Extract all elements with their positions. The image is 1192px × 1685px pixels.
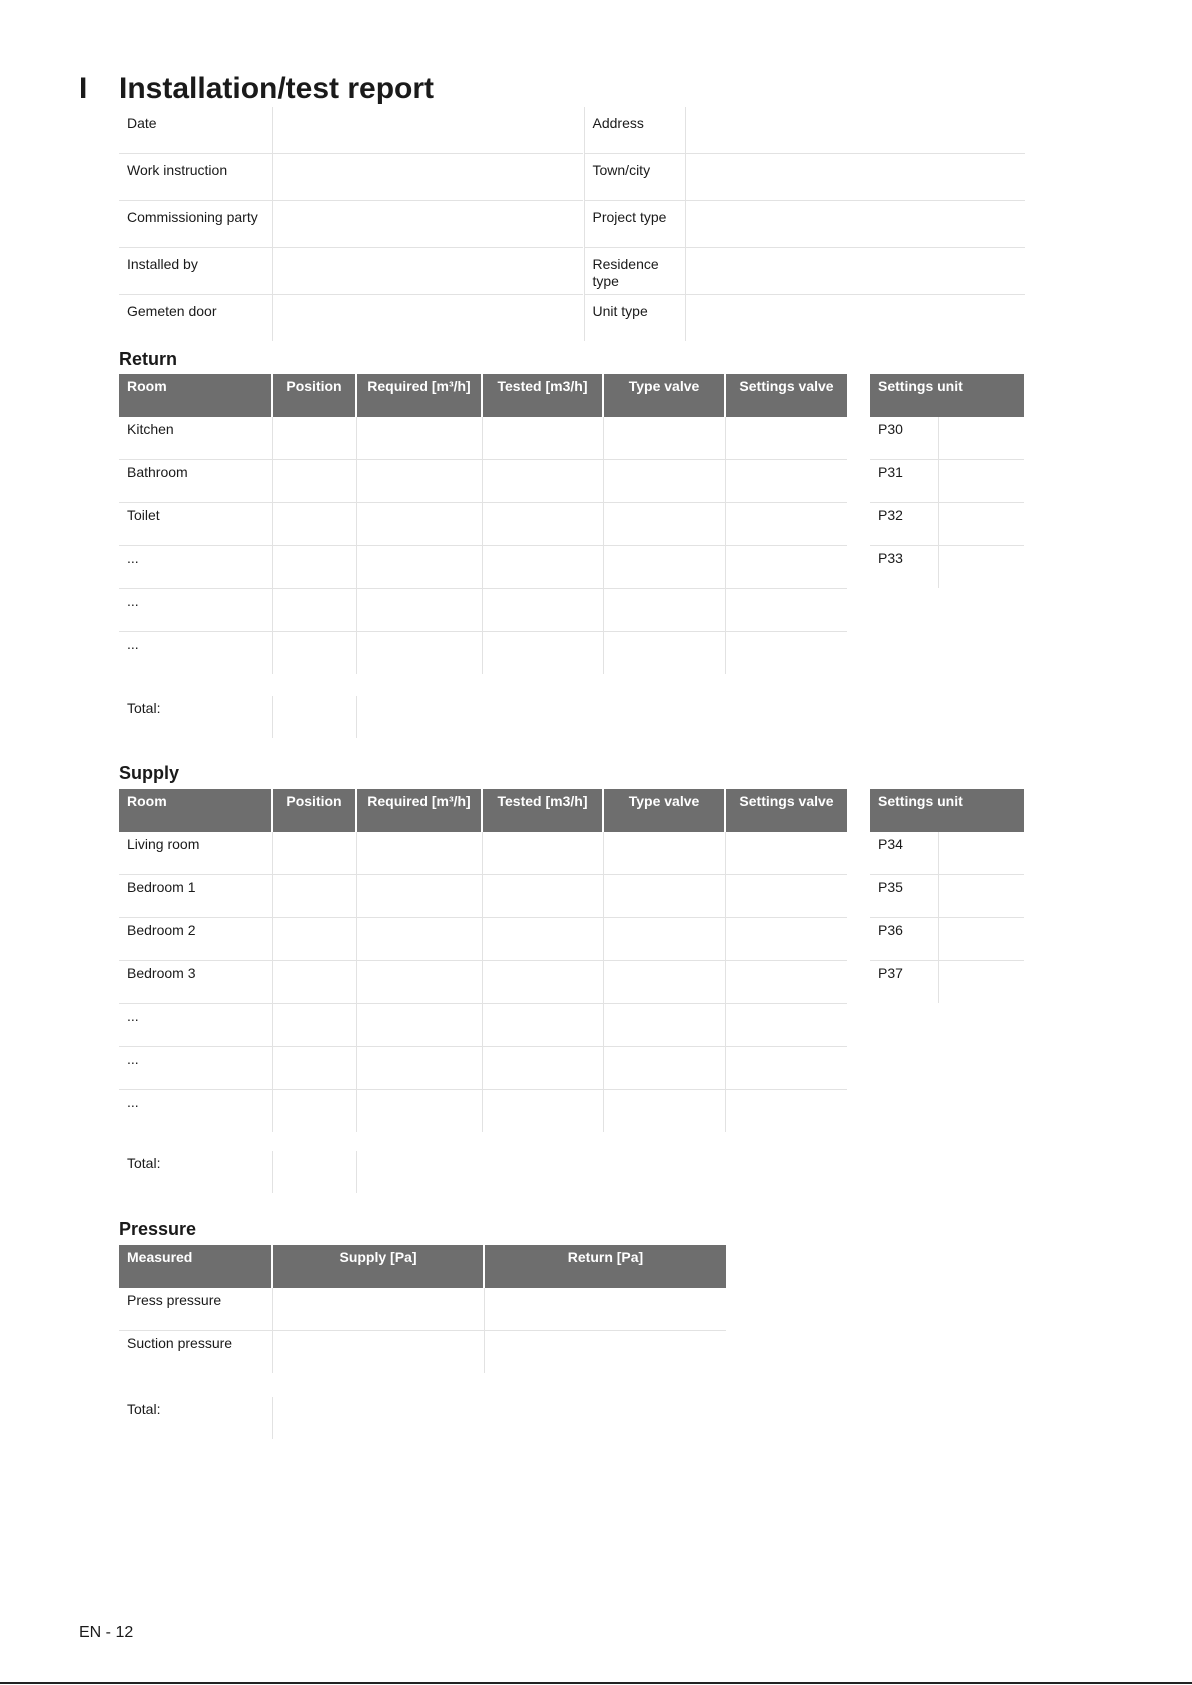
total-label: Total: [127, 1155, 161, 1171]
total-required-cell[interactable] [356, 696, 482, 738]
pressure-header-row [119, 1245, 726, 1288]
return-table [119, 374, 847, 674]
position-cell[interactable] [272, 546, 356, 589]
total-row [119, 696, 482, 738]
table-row [870, 875, 1024, 918]
required-cell[interactable] [356, 832, 482, 875]
settings-valve-cell[interactable] [725, 417, 847, 460]
total-position-cell[interactable] [272, 1151, 356, 1193]
table-row [119, 632, 847, 675]
type-valve-cell[interactable] [603, 632, 725, 675]
info-label-date: Date [119, 107, 272, 154]
parameter-value-cell[interactable] [938, 460, 1024, 503]
position-cell[interactable] [272, 961, 356, 1004]
tested-cell[interactable] [482, 460, 603, 503]
type-valve-cell[interactable] [603, 460, 725, 503]
return-section-title: Return [119, 349, 177, 369]
total-row [119, 1397, 484, 1439]
info-row [119, 295, 1025, 342]
room-name: Living room [119, 832, 272, 875]
position-cell[interactable] [272, 1090, 356, 1133]
parameter-label: P36 [870, 918, 938, 961]
return-header-row [119, 374, 847, 417]
info-row [119, 107, 1025, 154]
table-row [119, 961, 847, 1004]
parameter-value-cell[interactable] [938, 832, 1024, 875]
table-row [119, 1047, 847, 1090]
table-row [870, 503, 1024, 546]
required-cell[interactable] [356, 875, 482, 918]
supply-pressure-cell[interactable] [272, 1288, 484, 1331]
settings-valve-cell[interactable] [725, 1047, 847, 1090]
room-name: Bedroom 3 [119, 961, 272, 1004]
info-label-installed-by: Installed by [119, 248, 272, 295]
parameter-label: P37 [878, 965, 903, 981]
table-row [119, 417, 847, 460]
table-row [119, 1090, 847, 1133]
settings-valve-cell[interactable] [725, 503, 847, 546]
supply-settings-table [870, 789, 1024, 1003]
table-row [870, 546, 1024, 589]
position-cell[interactable] [272, 417, 356, 460]
info-label-work-instruction: Work instruction [119, 154, 272, 201]
total-required-cell[interactable] [356, 1151, 482, 1193]
town-city-field[interactable] [685, 154, 1025, 201]
table-row [119, 918, 847, 961]
info-label-gemeten-door: Gemeten door [127, 303, 217, 319]
settings-valve-cell[interactable] [725, 1004, 847, 1047]
type-valve-cell[interactable] [603, 1004, 725, 1047]
table-row [870, 832, 1024, 875]
table-row [119, 1004, 847, 1047]
bottom-rule [0, 1682, 1192, 1684]
table-row [119, 1288, 726, 1331]
type-valve-cell[interactable] [603, 918, 725, 961]
room-name: Bedroom 2 [119, 918, 272, 961]
info-label-project-type: Project type [584, 201, 685, 248]
supply-pressure-cell[interactable] [272, 1331, 484, 1374]
supply-total-table [119, 1151, 482, 1193]
info-table [119, 107, 1025, 341]
type-valve-cell[interactable] [603, 546, 725, 589]
column-header-measured: Measured [119, 1245, 272, 1288]
type-valve-cell[interactable] [603, 589, 725, 632]
pressure-section-title: Pressure [119, 1219, 197, 1239]
gemeten-door-field[interactable] [272, 295, 583, 342]
table-row [870, 460, 1024, 503]
room-name: Bedroom 1 [119, 875, 272, 918]
measured-label: Suction pressure [127, 1335, 233, 1351]
room-name: Toilet [119, 503, 272, 546]
info-label-residence-type: Residence type [584, 248, 685, 295]
pressure-table [119, 1245, 726, 1373]
parameter-value-cell[interactable] [938, 875, 1024, 918]
settings-unit-header: Settings unit [870, 374, 1024, 417]
settings-valve-cell[interactable] [725, 1090, 847, 1133]
table-row [119, 589, 847, 632]
required-cell[interactable] [356, 961, 482, 1004]
room-name: ... [127, 1094, 139, 1110]
table-row [870, 417, 1024, 460]
column-header-tested: Tested [m3/h] [482, 374, 603, 417]
tested-cell[interactable] [482, 503, 603, 546]
info-row [119, 248, 1025, 295]
installed-by-field[interactable] [272, 248, 583, 295]
unit-type-field[interactable] [685, 295, 1025, 342]
table-row [870, 918, 1024, 961]
column-header-required: Required [m³/h] [356, 374, 482, 417]
position-cell[interactable] [272, 460, 356, 503]
parameter-label: P35 [870, 875, 938, 918]
return-settings-table [870, 374, 1024, 588]
info-label-commissioning-party: Commissioning party [119, 201, 272, 248]
position-cell[interactable] [272, 589, 356, 632]
required-cell[interactable] [356, 503, 482, 546]
table-row [119, 1331, 726, 1374]
supply-section-title: Supply [119, 763, 180, 783]
position-cell[interactable] [272, 875, 356, 918]
required-cell[interactable] [356, 417, 482, 460]
type-valve-cell[interactable] [603, 1090, 725, 1133]
page-number: EN - 12 [79, 1624, 134, 1641]
info-row [119, 154, 1025, 201]
position-cell[interactable] [272, 1004, 356, 1047]
total-row [119, 1151, 482, 1193]
table-row [870, 961, 1024, 1004]
required-cell[interactable] [356, 1090, 482, 1133]
parameter-label: P34 [870, 832, 938, 875]
tested-cell[interactable] [482, 832, 603, 875]
position-cell[interactable] [272, 918, 356, 961]
column-header-position: Position [272, 789, 356, 832]
position-cell[interactable] [272, 832, 356, 875]
return-pressure-cell[interactable] [484, 1288, 726, 1331]
position-cell[interactable] [272, 1047, 356, 1090]
room-name: ... [127, 636, 139, 652]
room-name: Bathroom [119, 460, 272, 503]
tested-cell[interactable] [482, 1004, 603, 1047]
column-header-room: Room [119, 374, 272, 417]
type-valve-cell[interactable] [603, 875, 725, 918]
tested-cell[interactable] [482, 546, 603, 589]
column-header-return-pa: Return [Pa] [484, 1245, 726, 1288]
column-header-settings-valve: Settings valve [725, 789, 847, 832]
total-position-cell[interactable] [272, 696, 356, 738]
total-supply-cell[interactable] [272, 1397, 484, 1439]
pressure-total-table [119, 1397, 484, 1439]
settings-valve-cell[interactable] [725, 961, 847, 1004]
settings-valve-cell[interactable] [725, 875, 847, 918]
column-header-position: Position [272, 374, 356, 417]
required-cell[interactable] [356, 632, 482, 675]
table-row [119, 875, 847, 918]
parameter-value-cell[interactable] [938, 546, 1024, 589]
tested-cell[interactable] [482, 875, 603, 918]
required-cell[interactable] [356, 918, 482, 961]
column-header-required: Required [m³/h] [356, 789, 482, 832]
column-header-supply-pa: Supply [Pa] [272, 1245, 484, 1288]
type-valve-cell[interactable] [603, 1047, 725, 1090]
tested-cell[interactable] [482, 918, 603, 961]
column-header-type-valve: Type valve [603, 789, 725, 832]
tested-cell[interactable] [482, 589, 603, 632]
position-cell[interactable] [272, 632, 356, 675]
column-header-settings-valve: Settings valve [725, 374, 847, 417]
work-instruction-field[interactable] [272, 154, 583, 201]
parameter-label: P33 [878, 550, 903, 566]
residence-type-field[interactable] [685, 248, 1025, 295]
parameter-label: P32 [870, 503, 938, 546]
measured-label: Press pressure [119, 1288, 272, 1331]
settings-valve-cell[interactable] [725, 918, 847, 961]
supply-table [119, 789, 847, 1132]
settings-valve-cell[interactable] [725, 832, 847, 875]
total-label: Total: [127, 1401, 161, 1417]
room-name: ... [119, 1047, 272, 1090]
table-row [119, 503, 847, 546]
project-type-field[interactable] [685, 201, 1025, 248]
type-valve-cell[interactable] [603, 961, 725, 1004]
parameter-label: P31 [870, 460, 938, 503]
table-row [119, 460, 847, 503]
parameter-value-cell[interactable] [938, 503, 1024, 546]
tested-cell[interactable] [482, 1090, 603, 1133]
page-title: Installation/test report [119, 72, 435, 105]
parameter-value-cell[interactable] [938, 918, 1024, 961]
settings-valve-cell[interactable] [725, 632, 847, 675]
return-pressure-cell[interactable] [484, 1331, 726, 1374]
supply-header-row [119, 789, 847, 832]
required-cell[interactable] [356, 460, 482, 503]
parameter-label: P30 [870, 417, 938, 460]
settings-valve-cell[interactable] [725, 589, 847, 632]
tested-cell[interactable] [482, 1047, 603, 1090]
info-row [119, 201, 1025, 248]
parameter-value-cell[interactable] [938, 417, 1024, 460]
address-field[interactable] [685, 107, 1025, 154]
position-cell[interactable] [272, 503, 356, 546]
column-header-tested: Tested [m3/h] [482, 789, 603, 832]
column-header-type-valve: Type valve [603, 374, 725, 417]
info-label-unit-type: Unit type [584, 295, 685, 342]
room-name: ... [119, 589, 272, 632]
type-valve-cell[interactable] [603, 832, 725, 875]
section-letter: I [79, 72, 88, 105]
total-label: Total: [127, 700, 161, 716]
type-valve-cell[interactable] [603, 417, 725, 460]
info-label-town-city: Town/city [584, 154, 685, 201]
required-cell[interactable] [356, 546, 482, 589]
commissioning-party-field[interactable] [272, 201, 583, 248]
room-name: ... [119, 1004, 272, 1047]
settings-valve-cell[interactable] [725, 460, 847, 503]
tested-cell[interactable] [482, 417, 603, 460]
return-total-table [119, 696, 482, 738]
room-name: ... [119, 546, 272, 589]
required-cell[interactable] [356, 1004, 482, 1047]
settings-unit-header: Settings unit [870, 789, 1024, 832]
tested-cell[interactable] [482, 632, 603, 675]
parameter-value-cell[interactable] [938, 961, 1024, 1004]
required-cell[interactable] [356, 589, 482, 632]
column-header-room: Room [119, 789, 272, 832]
room-name: Kitchen [119, 417, 272, 460]
date-field[interactable] [272, 107, 583, 154]
table-row [119, 832, 847, 875]
info-label-address: Address [584, 107, 685, 154]
table-row [119, 546, 847, 589]
tested-cell[interactable] [482, 961, 603, 1004]
settings-valve-cell[interactable] [725, 546, 847, 589]
type-valve-cell[interactable] [603, 503, 725, 546]
required-cell[interactable] [356, 1047, 482, 1090]
